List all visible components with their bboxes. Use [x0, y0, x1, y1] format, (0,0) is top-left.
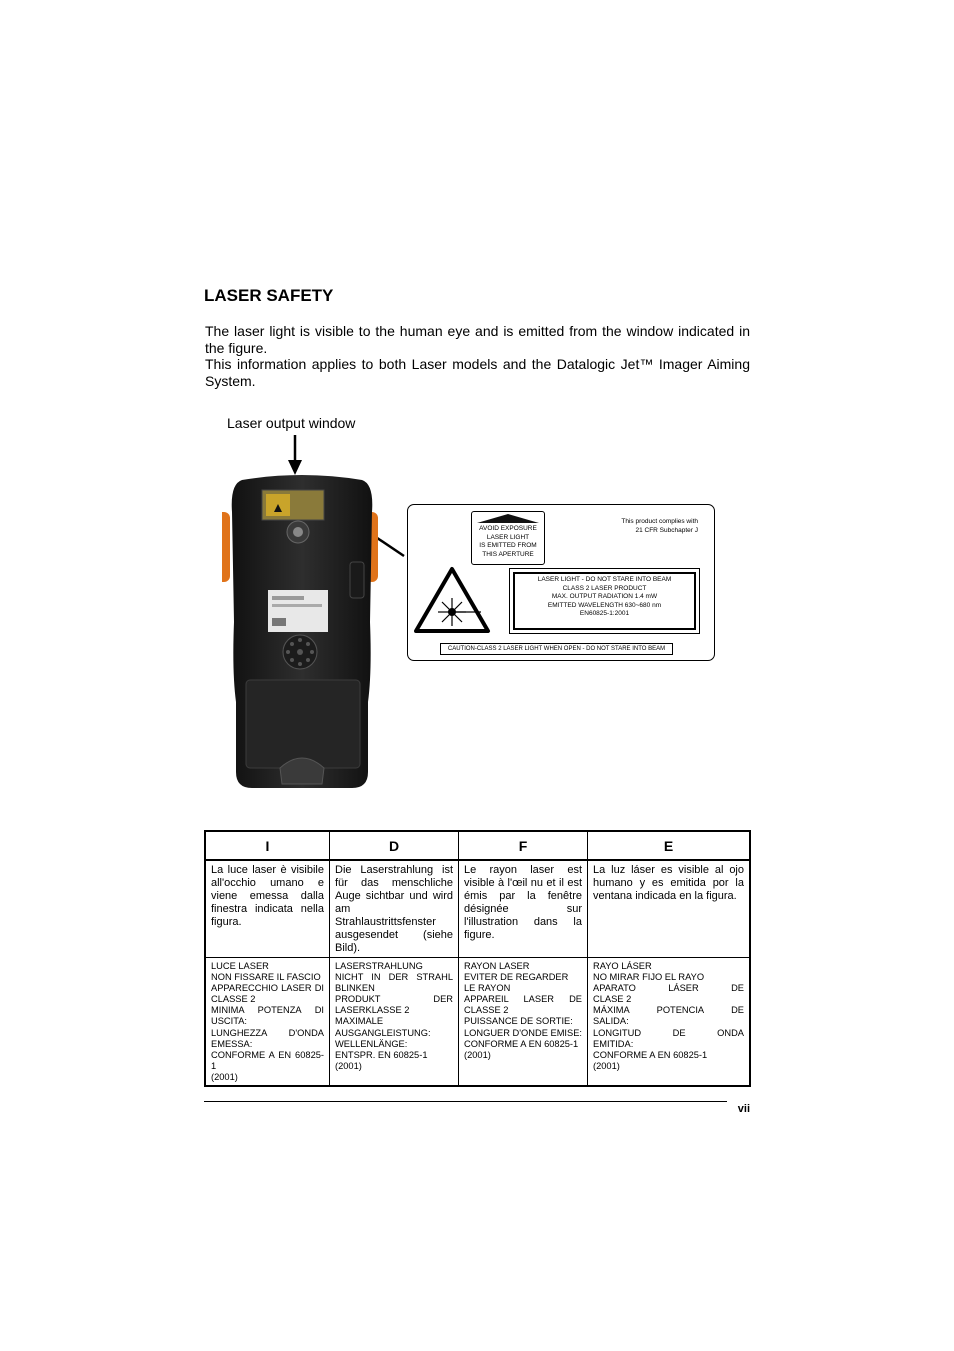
label-line: CONFORME A EN 60825-1	[464, 1038, 579, 1049]
label-line: (2001)	[593, 1060, 620, 1071]
compliance-line: 21 CFR Subchapter J	[635, 526, 698, 534]
label-line: PRODUKT DER	[335, 994, 453, 1005]
label-line: (2001)	[464, 1049, 491, 1060]
label-line: CLASSE 2	[464, 1005, 509, 1016]
label-line: SALIDA:	[593, 1016, 629, 1027]
label-line: APPAREIL LASER DE	[464, 994, 582, 1005]
page-number: vii	[737, 1103, 750, 1115]
table-row	[205, 860, 750, 958]
intro-paragraph: The laser light is visible to the human eye and is emitted from the window indicated in the figure.	[205, 323, 750, 356]
section-title: LASER SAFETY	[204, 286, 334, 305]
warning-line: CLASS 2 LASER PRODUCT	[562, 584, 647, 592]
scope-paragraph: This information applies to both Laser models and the Datalogic Jet™ Imager Aiming System.	[205, 356, 750, 389]
label-line: AUSGANGLEISTUNG:	[335, 1027, 431, 1038]
avoid-line: LASER LIGHT	[486, 533, 530, 541]
description-cell-spanish: La luz láser es visible al ojo humano y es emitida por la ventana indicada en la figura.	[588, 860, 751, 958]
battery-cover-icon	[246, 680, 360, 768]
label-line: EMESSA:	[211, 1038, 253, 1049]
label-line: APPARECCHIO LASER DI	[211, 983, 324, 994]
label-line: USCITA:	[211, 1016, 247, 1027]
down-arrow-icon	[288, 435, 302, 475]
label-line: LASERKLASSE 2	[335, 1005, 410, 1016]
label-line: LE RAYON	[464, 983, 511, 994]
label-cell-spanish	[588, 958, 751, 1087]
label-cell-french	[459, 958, 588, 1087]
label-line: CONFORME A EN 60825-1	[211, 1049, 324, 1071]
label-line: LONGUER D'ONDE EMISE:	[464, 1027, 583, 1038]
label-line: ENTSPR. EN 60825-1	[335, 1049, 428, 1060]
label-line: MINIMA POTENZA DI	[211, 1005, 324, 1016]
label-line: LUCE LASER	[211, 961, 269, 971]
language-table	[204, 830, 751, 1087]
footer-rule	[204, 1101, 727, 1102]
handheld-device-image	[222, 472, 382, 790]
label-line: (2001)	[211, 1071, 238, 1082]
label-line: APARATO LÁSER DE	[593, 983, 744, 994]
label-line: EVITER DE REGARDER	[464, 972, 569, 983]
label-line: LASERSTRAHLUNG	[335, 961, 423, 971]
warning-box	[513, 572, 696, 630]
label-line: NICHT IN DER STRAHL	[335, 972, 453, 983]
table-header-row	[205, 831, 750, 860]
col-header-italian: I	[205, 831, 330, 860]
label-line: NO MIRAR FIJO EL RAYO	[593, 972, 705, 983]
laser-window-callout: Laser output window	[227, 415, 356, 431]
warning-line: MAX. OUTPUT RADIATION 1.4 mW	[551, 593, 658, 600]
description-cell-french: Le rayon laser est visible à l'œil nu et il est émis par la fenêtre désignée sur l'illustration dans la figure.	[459, 860, 588, 958]
label-line: NON FISSARE IL FASCIO	[211, 972, 321, 983]
avoid-exposure-box	[471, 511, 545, 565]
label-line: PUISSANCE DE SORTIE:	[464, 1016, 573, 1027]
description-cell-german: Die Laserstrahlung ist für das menschliche Auge sichtbar und wird am Strahlaustrittsfenster ausgesendet (siehe Bild).	[330, 860, 459, 958]
label-line: EMITIDA:	[593, 1038, 634, 1049]
col-header-german: D	[330, 831, 459, 860]
label-line: MÁXIMA POTENCIA DE	[593, 1005, 744, 1016]
compliance-line: This product complies with	[621, 518, 698, 525]
table-row	[205, 958, 750, 1087]
label-line: RAYO LÁSER	[593, 961, 652, 971]
label-line: LONGITUD DE ONDA	[593, 1027, 744, 1038]
label-line: CLASE 2	[593, 994, 632, 1005]
description-cell-italian: La luce laser è visibile all'occhio umano e viene emessa dalla finestra indicata nella figura.	[205, 860, 330, 958]
label-line: BLINKEN	[335, 983, 375, 994]
warning-line: LASER LIGHT - DO NOT STARE INTO BEAM	[537, 576, 672, 583]
left-grip-icon	[222, 512, 230, 582]
label-line: WELLENLÄNGE:	[335, 1038, 408, 1049]
label-line: (2001)	[335, 1060, 362, 1071]
label-line: RAYON LASER	[464, 961, 530, 971]
label-cell-italian	[205, 958, 330, 1087]
avoid-line: AVOID EXPOSURE	[479, 525, 537, 532]
col-header-spanish: E	[588, 831, 751, 860]
caution-strip: CAUTION-CLASS 2 LASER LIGHT WHEN OPEN - DO NOT STARE INTO BEAM	[440, 643, 673, 655]
label-line: CONFORME A EN 60825-1	[593, 1049, 708, 1060]
warning-line: EMITTED WAVELENGTH 630~680 nm	[547, 601, 662, 609]
label-line: MAXIMALE	[335, 1016, 384, 1027]
warning-line: EN60825-1:2001	[579, 610, 630, 617]
laser-hazard-icon	[413, 566, 491, 634]
label-cell-german	[330, 958, 459, 1087]
col-header-french: F	[459, 831, 588, 860]
label-line: CLASSE 2	[211, 994, 256, 1005]
avoid-line: IS EMITTED FROM	[479, 542, 537, 549]
avoid-line: THIS APERTURE	[482, 550, 534, 558]
label-line: LUNGHEZZA D'ONDA	[211, 1027, 324, 1038]
compliance-text	[596, 518, 698, 535]
